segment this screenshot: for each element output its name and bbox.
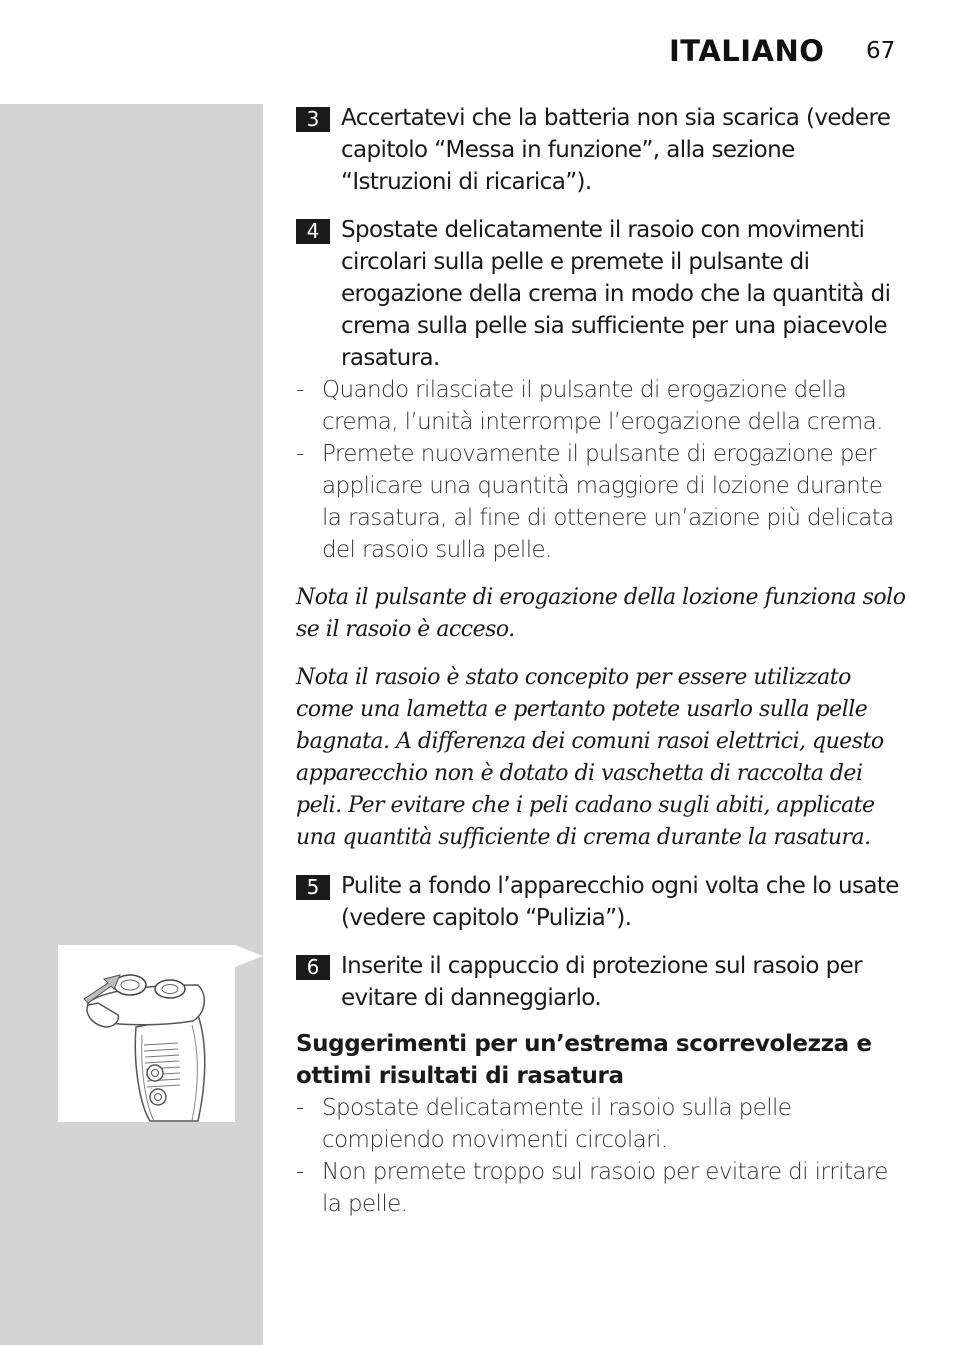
list-item	[296, 374, 906, 438]
list-item	[296, 438, 906, 566]
note-wet-shaving: Nota il rasoio è stato concepito per essere utilizzato come una lametta e pertanto potete usarlo sulla pelle bagnata. A differenza dei comuni rasoi elettrici, questo apparecchio non è dotato di vaschetta di raccolta dei peli. Per evitare che i peli cadano sugli abiti, applicate una quantità sufficiente di crema durante la rasatura.	[296, 665, 884, 850]
bullet-text: Spostate delicatamente il rasoio sulla pelle compiendo movimenti circolari.	[322, 1095, 792, 1153]
bullet-text: Quando rilasciate il pulsante di erogazione della crema, l’unità interrompe l’erogazione della crema.	[322, 377, 883, 435]
shaver-with-protection-cap-icon	[58, 945, 235, 1122]
step-4-bullet-list	[296, 374, 906, 566]
step-3	[296, 102, 906, 198]
step-text: Spostate delicatamente il rasoio con movimenti circolari sulla pelle e premete il pulsante di erogazione della crema in modo che la quantità di crema sulla pelle sia sufficiente per una piacevole rasatura.	[341, 217, 891, 371]
note-lotion-button: Nota il pulsante di erogazione della lozione funziona solo se il rasoio è acceso.	[296, 585, 906, 642]
step-text: Pulite a fondo l’apparecchio ogni volta che lo usate (vedere capitolo “Pulizia”).	[341, 873, 899, 931]
bullet-dash: -	[296, 441, 304, 467]
bullet-text: Non premete troppo sul rasoio per evitare di irritare la pelle.	[322, 1159, 888, 1217]
bullet-dash: -	[296, 1095, 304, 1121]
left-margin-panel	[0, 104, 263, 1345]
list-item	[296, 1092, 906, 1156]
step-number-badge: 3	[296, 107, 330, 132]
illustration-pointer	[235, 945, 263, 967]
step-text: Inserite il cappuccio di protezione sul rasoio per evitare di danneggiarlo.	[341, 953, 863, 1011]
main-content	[296, 102, 906, 1220]
bullet-dash: -	[296, 1159, 304, 1185]
step-6	[296, 950, 906, 1014]
step-4	[296, 214, 906, 374]
page-number: 67	[866, 38, 896, 64]
step-number-badge: 4	[296, 219, 330, 244]
step-text: Accertatevi che la batteria non sia scarica (vedere capitolo “Messa in funzione”, alla sezione “Istruzioni di ricarica”).	[341, 105, 891, 195]
list-item	[296, 1156, 906, 1220]
step-5	[296, 870, 906, 934]
bullet-text: Premete nuovamente il pulsante di erogazione per applicare una quantità maggiore di lozione durante la rasatura, al fine di ottenere un’azione più delicata del rasoio sulla pelle.	[322, 441, 894, 563]
tips-heading: Suggerimenti per un’estrema scorrevolezza e ottimi risultati di rasatura	[296, 1031, 872, 1089]
shaver-cap-illustration	[58, 945, 235, 1122]
language-heading: ITALIANO	[669, 34, 825, 68]
step-number-badge: 6	[296, 955, 330, 980]
tips-bullet-list	[296, 1092, 906, 1220]
step-number-badge: 5	[296, 875, 330, 900]
bullet-dash: -	[296, 377, 304, 403]
